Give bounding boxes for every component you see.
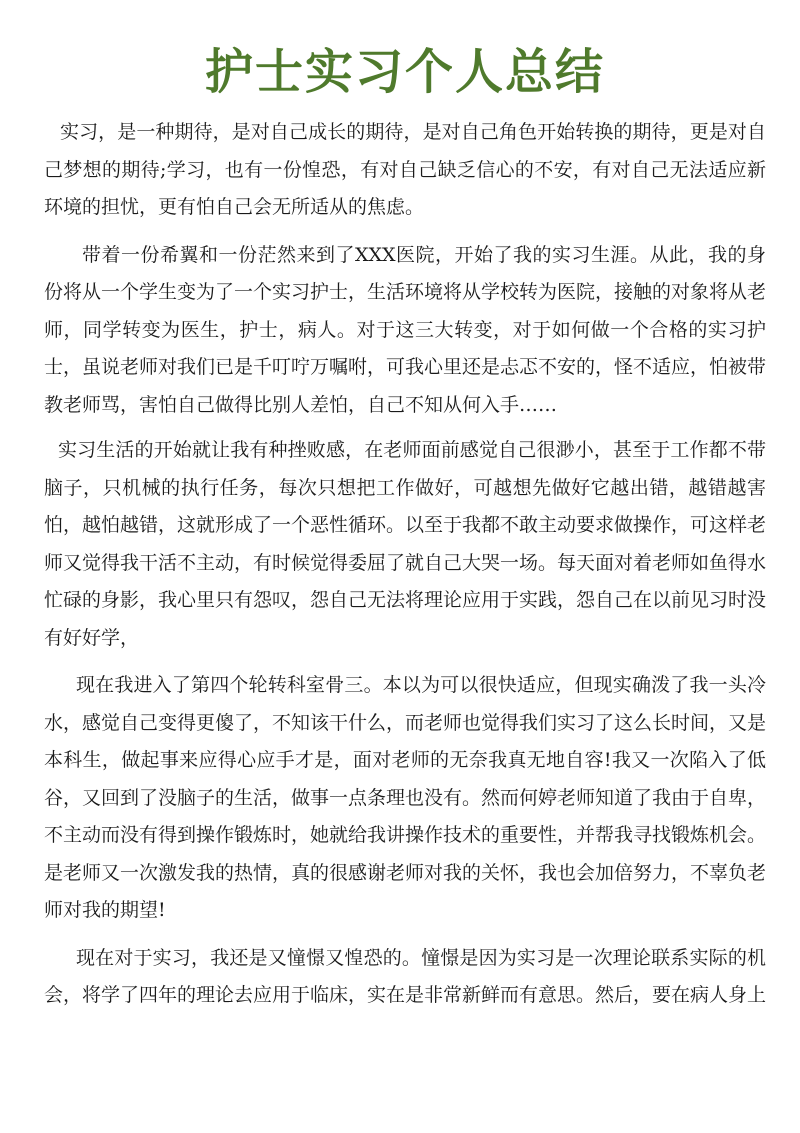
document-title: 护士实习个人总结 [204, 44, 605, 100]
paragraph-2: 带着一份希翼和一份茫然来到了XXX医院，开始了我的实习生涯。从此，我的身份将从一个学生变为了一个实习护士，生活环境将从学校转为医院，接触的对象将从老师，同学转变为医生，护士，病人。对于这三大转变，对于如何做一个合格的实习护士，虽说老师对我们已是千叮咛万嘱咐，可我心里还是忐忑不安的，怪不适应，怕被带教老师骂，害怕自己做得比别人差怕，自己不知从何入手…… [44, 243, 767, 416]
paragraph-3: 实习生活的开始就让我有种挫败感，在老师面前感觉自己很渺小，甚至于工作都不带脑子，只机械的执行任务，每次只想把工作做好，可越想先做好它越出错，越错越害怕，越怕越错，这就形成了一个恶性循环。以至于我都不敢主动要求做操作，可这样老师又觉得我干活不主动，有时候觉得委屈了就自己大哭一场。每天面对着老师如鱼得水忙碌的身影，我心里只有怨叹，怨自己无法将理论应用于实践，怨自己在以前见习时没有好好学， [44, 439, 767, 649]
paragraph-1: 实习，是一种期待，是对自己成长的期待，是对自己角色开始转换的期待，更是对自己梦想的期待;学习，也有一份惶恐，有对自己缺乏信心的不安，有对自己无法适应新环境的担忧，更有怕自己会无所适从的焦虑。 [44, 121, 766, 218]
paragraph-5: 现在对于实习，我还是又憧憬又惶恐的。憧憬是因为实习是一次理论联系实际的机会，将学了四年的理论去应用于临床，实在是非常新鲜而有意思。然后，要在病人身上 [44, 946, 767, 1006]
paragraph-4: 现在我进入了第四个轮转科室骨三。本以为可以很快适应，但现实确泼了我一头冷水，感觉自己变得更傻了，不知该干什么，而老师也觉得我们实习了这么长时间，又是本科生，做起事来应得心应手才是，面对老师的无奈我真无地自容!我又一次陷入了低谷，又回到了没脑子的生活，做事一点条理也没有。然而何婷老师知道了我由于自卑，不主动而没有得到操作锻炼时，她就给我讲操作技术的重要性，并帮我寻找锻炼机会。是老师又一次激发我的热情，真的很感谢老师对我的关怀，我也会加倍努力，不辜负老师对我的期望! [44, 674, 767, 921]
